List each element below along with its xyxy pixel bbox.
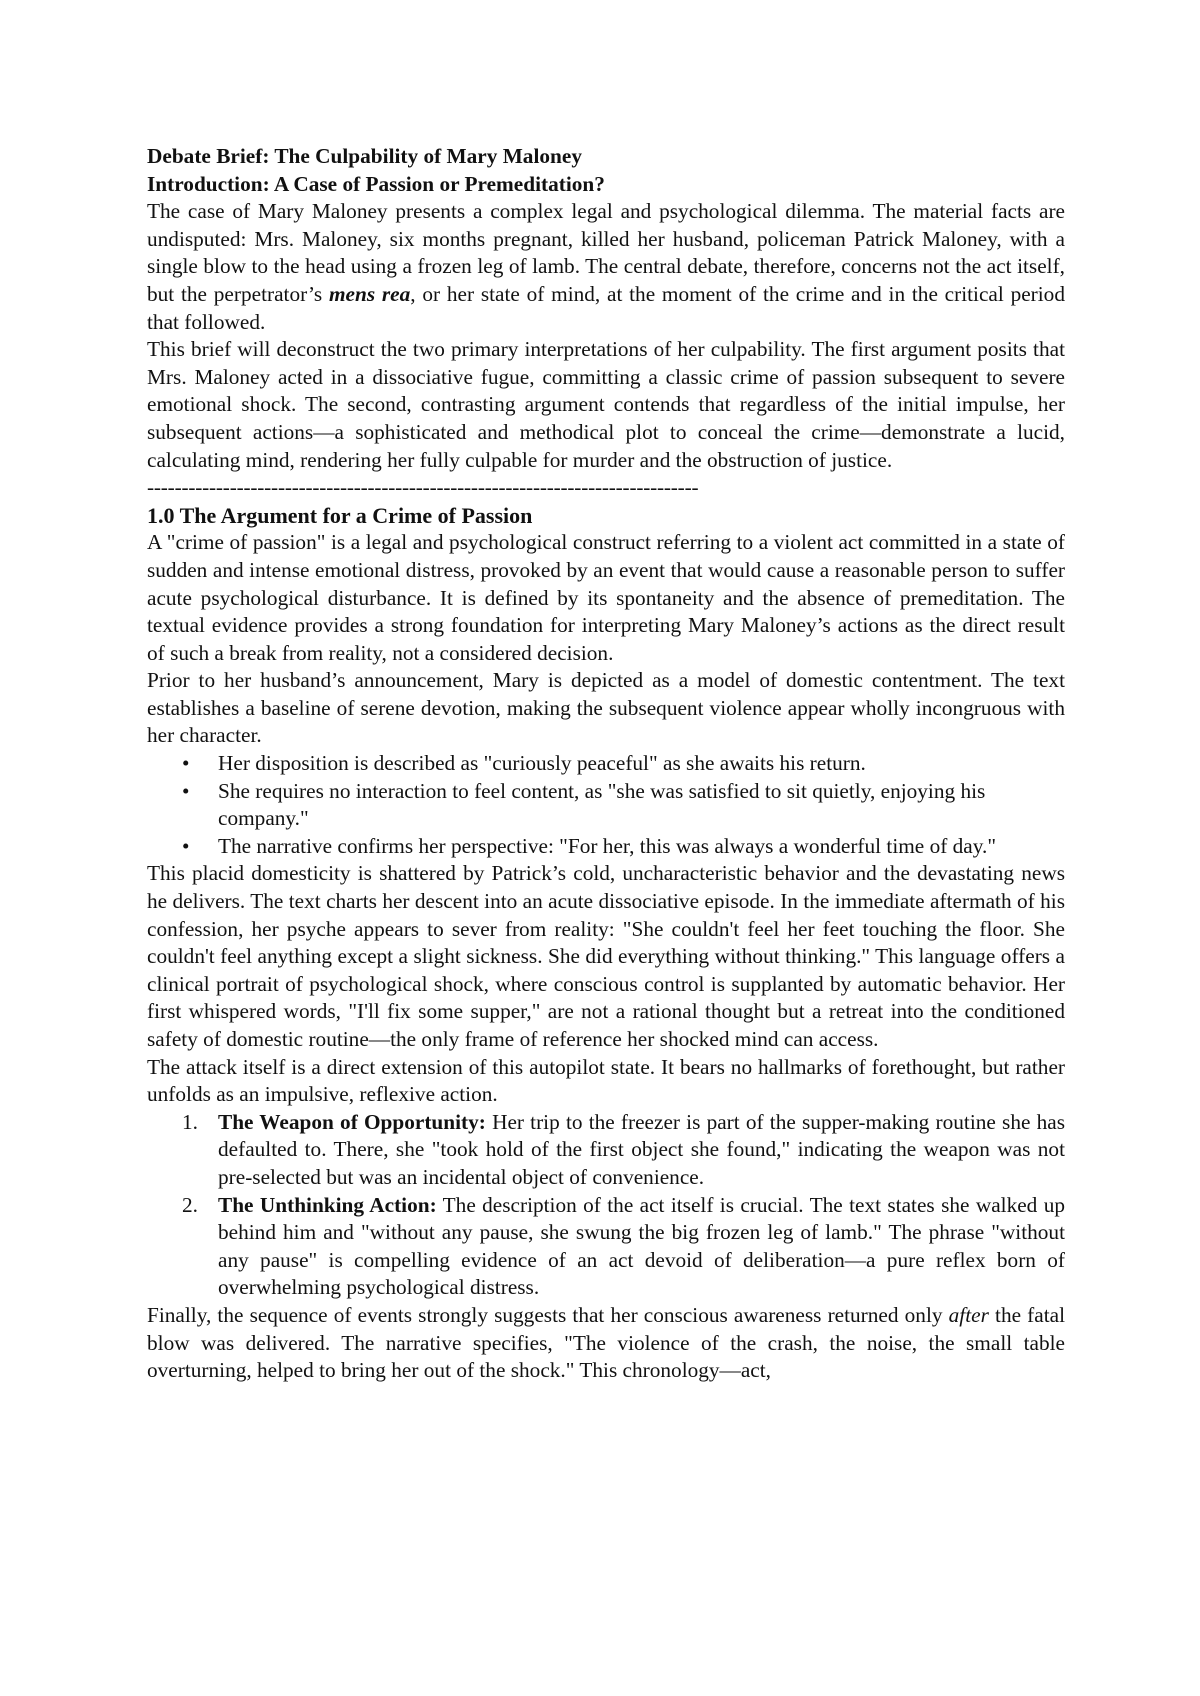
evidence-bullet-list — [147, 750, 1065, 860]
bullet-text: She requires no interaction to feel content, as "she was satisfied to sit quietly, enjoying his company." — [218, 778, 986, 831]
s1-p5-text-b: the fatal blow was delivered. The narrative specifies, "The violence of the crash, the noise, the small table overturning, helped to bring her out of the shock." This chronology—act, — [147, 1302, 1066, 1383]
list-item-text: Her trip to the freezer is part of the supper-making routine she has defaulted to. There, she "took hold of the first object she found," indicating the weapon was not pre-selected but was an incidental object of convenience. — [218, 1109, 1065, 1189]
section-1-paragraph-5 — [147, 1302, 1065, 1385]
list-item — [182, 1192, 1065, 1302]
intro-heading: Introduction: A Case of Passion or Premeditation? — [147, 171, 605, 196]
section-1-paragraph-2: Prior to her husband’s announcement, Mary is depicted as a model of domestic contentment. The text establishes a baseline of serene devotion, making the subsequent violence appear wholly incongruous with her character. — [147, 668, 1065, 748]
intro-p1-text-b: , or her state of mind, at the moment of the crime and in the critical period that followed. — [147, 281, 1065, 334]
list-item — [182, 1109, 1065, 1192]
list-item — [182, 750, 1065, 778]
intro-p1-mens-rea: mens rea — [328, 281, 411, 306]
list-item — [182, 833, 1065, 861]
document-title: Debate Brief: The Culpability of Mary Maloney — [147, 144, 582, 168]
list-number: 1. — [182, 1109, 198, 1134]
list-item — [182, 778, 1065, 833]
section-1-paragraph-4: The attack itself is a direct extension of this autopilot state. It bears no hallmarks of forethought, but rather unfolds as an impulsive, reflexive action. — [147, 1054, 1065, 1107]
section-1-heading: 1.0 The Argument for a Crime of Passion — [147, 502, 533, 528]
bullet-icon: • — [182, 833, 190, 858]
document-page — [147, 143, 1065, 1385]
intro-p1-text-a: The case of Mary Maloney presents a complex legal and psychological dilemma. The material facts are undisputed: Mrs. Maloney, six months pregnant, killed her husband, policeman Patrick Maloney, with a single blow to the head using a frozen leg of lamb. The central debate, therefore, concerns not the act itself, but the perpetrator’s — [147, 199, 1065, 306]
section-1-paragraph-1: A "crime of passion" is a legal and psychological construct referring to a violent act committed in a state of sudden and intense emotional distress, provoked by an event that would cause a reasonable person to suffer acute psychological disturbance. It is defined by its spontaneity and the absence of premeditation. The textual evidence provides a strong foundation for interpreting Mary Maloney’s actions as the direct result of such a break from reality, not a considered decision. — [147, 530, 1065, 665]
list-item-label: The Weapon of Opportunity: — [218, 1109, 486, 1134]
attack-numbered-list — [147, 1109, 1065, 1302]
s1-p5-text-a: Finally, the sequence of events strongly suggests that her conscious awareness returned only — [147, 1302, 949, 1327]
section-1-paragraph-3: This placid domesticity is shattered by Patrick’s cold, uncharacteristic behavior and the devastating news he delivers. The text charts her descent into an acute dissociative episode. In the immediate aftermath of his confession, her psyche appears to sever from reality: "She couldn't feel her feet touching the floor. She couldn't feel anything except a slight sickness. She did everything without thinking." This language offers a clinical portrait of psychological shock, where conscious control is supplanted by automatic behavior. Her first whispered words, "I'll fix some supper," are not a rational thought but a retreat into the conditioned safety of domestic routine—the only frame of reference her shocked mind can access. — [147, 861, 1065, 1051]
list-item-label: The Unthinking Action: — [218, 1192, 437, 1217]
bullet-icon: • — [182, 778, 190, 803]
list-item-text: The description of the act itself is crucial. The text states she walked up behind him and "without any pause, she swung the big frozen leg of lamb." The phrase "without any pause" is compelling evidence of an act devoid of deliberation—a pure reflex born of overwhelming psychological distress. — [218, 1192, 1065, 1300]
intro-paragraph-2: This brief will deconstruct the two primary interpretations of her culpability. The first argument posits that Mrs. Maloney acted in a dissociative fugue, committing a classic crime of passion subsequent to severe emotional shock. The second, contrasting argument contends that regardless of the initial impulse, her subsequent actions—a sophisticated and methodical plot to conceal the crime—demonstrate a lucid, calculating mind, rendering her fully culpable for murder and the obstruction of justice. — [147, 337, 1065, 472]
s1-p5-after: after — [948, 1302, 989, 1327]
bullet-text: Her disposition is described as "curiously peaceful" as she awaits his return. — [218, 751, 866, 776]
list-number: 2. — [182, 1192, 198, 1217]
bullet-text: The narrative confirms her perspective: "For her, this was always a wonderful time of day." — [218, 833, 997, 858]
bullet-icon: • — [182, 751, 190, 776]
intro-paragraph-1 — [147, 198, 1065, 336]
section-divider: -------------------------------------------------------------------------------- — [147, 475, 699, 500]
